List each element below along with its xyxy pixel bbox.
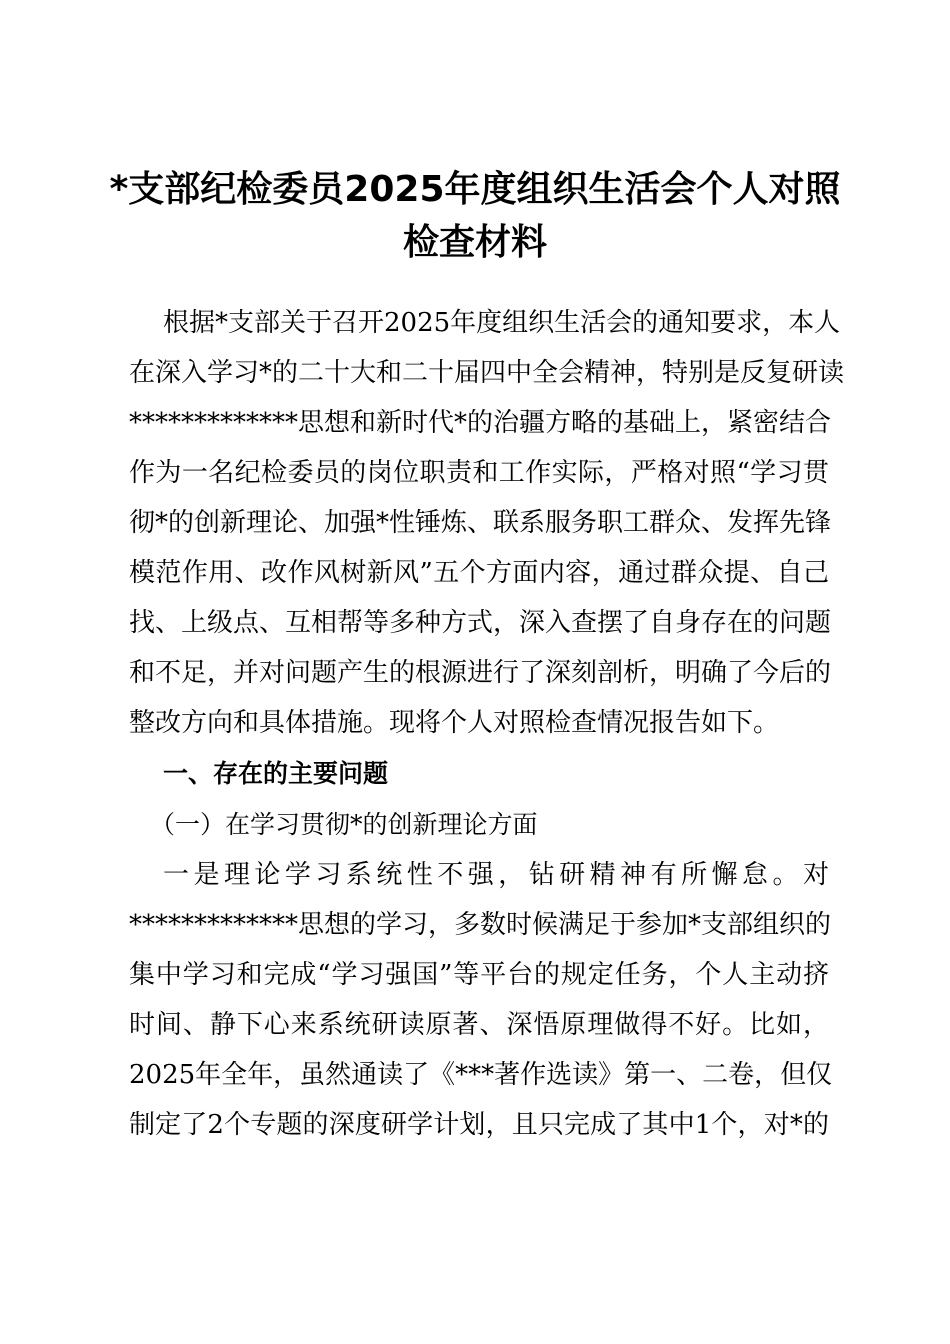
body-paragraph-line: 时间、静下心来系统研读原著、深悟原理做得不好。比如， bbox=[129, 1010, 829, 1040]
intro-paragraph-line: 和不足，并对问题产生的根源进行了深刻剖析，明确了今后的 bbox=[129, 658, 832, 688]
intro-paragraph-line: 彻*的创新理论、加强*性锤炼、联系服务职工群众、发挥先锋 bbox=[129, 508, 832, 538]
body-paragraph-line: *************思想的学习，多数时候满足于参加*支部组织的 bbox=[129, 910, 832, 940]
body-paragraph-line: 集中学习和完成“学习强国”等平台的规定任务，个人主动挤 bbox=[129, 960, 829, 990]
document-title-line-2: 检查材料 bbox=[402, 222, 547, 263]
intro-paragraph-line: 模范作用、改作风树新风”五个方面内容，通过群众提、自己 bbox=[129, 558, 829, 588]
intro-paragraph-line: 找、上级点、互相帮等多种方式，深入查摆了自身存在的问题 bbox=[129, 608, 832, 638]
body-paragraph-line: 制定了2个专题的深度研学计划，且只完成了其中1个，对*的 bbox=[129, 1110, 829, 1140]
intro-paragraph-line: 在深入学习*的二十大和二十届四中全会精神，特别是反复研读 bbox=[129, 358, 845, 388]
body-paragraph-line: 一是理论学习系统性不强，钻研精神有所懈怠。对 bbox=[163, 860, 829, 890]
section-heading: 一、存在的主要问题 bbox=[163, 759, 389, 788]
subsection-heading: （一）在学习贯彻*的创新理论方面 bbox=[150, 810, 538, 839]
body-paragraph-line: 2025年全年，虽然通读了《***著作选读》第一、二卷，但仅 bbox=[129, 1060, 833, 1090]
intro-paragraph-line: *************思想和新时代*的治疆方略的基础上，紧密结合 bbox=[129, 408, 832, 438]
intro-paragraph-line: 作为一名纪检委员的岗位职责和工作实际，严格对照“学习贯 bbox=[129, 458, 829, 488]
intro-paragraph-line: 整改方向和具体措施。现将个人对照检查情况报告如下。 bbox=[129, 708, 780, 738]
document-title-line-1: *支部纪检委员2025年度组织生活会个人对照 bbox=[109, 169, 841, 210]
intro-paragraph-line: 根据*支部关于召开2025年度组织生活会的通知要求，本人 bbox=[163, 308, 841, 338]
